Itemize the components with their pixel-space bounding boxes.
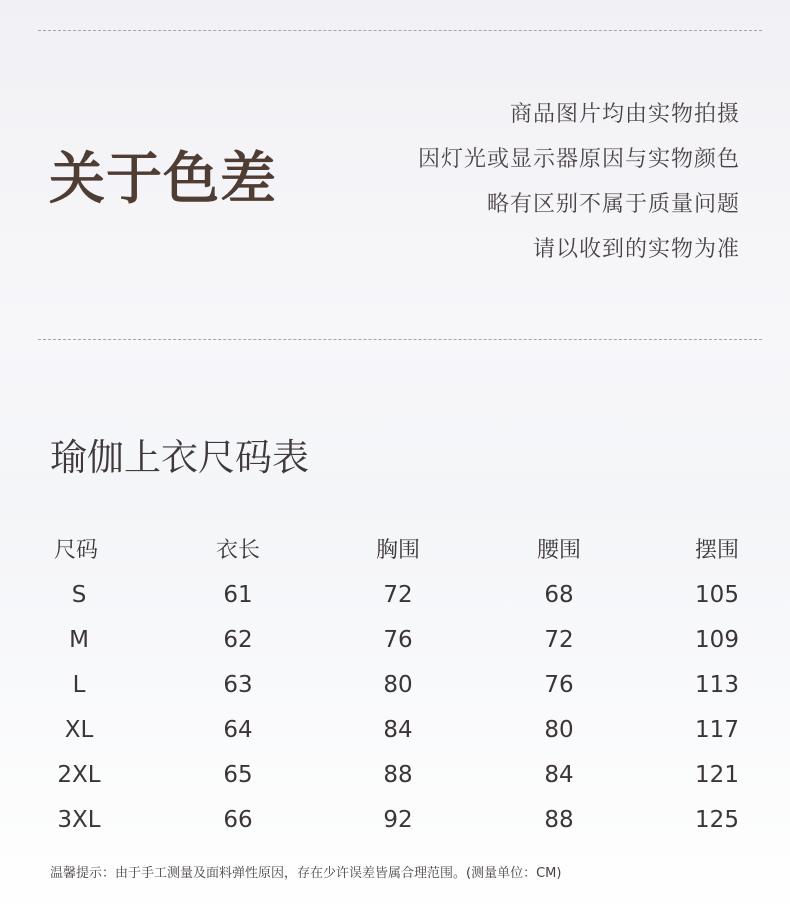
chest-cell: 80 — [383, 672, 413, 698]
hem-cell: 125 — [695, 807, 739, 833]
waist-cell: 80 — [544, 717, 574, 743]
waist-cell: 76 — [544, 672, 574, 698]
top-dashed-divider — [38, 30, 762, 31]
header-hem: 摆围 — [694, 538, 739, 563]
middle-dashed-divider — [38, 339, 762, 340]
size-cell: L — [72, 672, 86, 698]
length-cell: 65 — [223, 762, 253, 788]
header-length: 衣长 — [215, 538, 260, 563]
size-chart-row — [0, 708, 790, 753]
chest-cell: 88 — [383, 762, 413, 788]
size-chart-row — [0, 753, 790, 798]
waist-cell: 68 — [544, 582, 574, 608]
size-cell: M — [69, 627, 89, 653]
size-cell: 3XL — [57, 807, 101, 833]
hem-cell: 117 — [695, 717, 739, 743]
header-waist: 腰围 — [536, 538, 581, 563]
size-cell: S — [71, 582, 87, 608]
size-chart-table — [0, 528, 790, 843]
header-chest: 胸围 — [375, 538, 420, 563]
size-chart-row — [0, 663, 790, 708]
hem-cell: 105 — [695, 582, 739, 608]
hem-cell: 109 — [695, 627, 739, 653]
size-chart-title: 瑜伽上衣尺码表 — [50, 436, 309, 479]
length-cell: 62 — [223, 627, 253, 653]
chest-cell: 92 — [383, 807, 413, 833]
waist-cell: 72 — [544, 627, 574, 653]
size-cell: XL — [64, 717, 94, 743]
header-size: 尺码 — [54, 538, 99, 563]
color-difference-notes — [320, 92, 740, 272]
color-note-line: 请以收到的实物为准 — [532, 237, 740, 262]
waist-cell: 88 — [544, 807, 574, 833]
chest-cell: 72 — [383, 582, 413, 608]
color-note-line: 略有区别不属于质量问题 — [486, 192, 740, 217]
waist-cell: 84 — [544, 762, 574, 788]
length-cell: 64 — [223, 717, 253, 743]
chest-cell: 76 — [383, 627, 413, 653]
hem-cell: 121 — [695, 762, 739, 788]
size-chart-header-row — [0, 528, 790, 573]
size-cell: 2XL — [57, 762, 101, 788]
length-cell: 66 — [223, 807, 253, 833]
hem-cell: 113 — [695, 672, 739, 698]
size-chart-row — [0, 573, 790, 618]
length-cell: 61 — [223, 582, 253, 608]
measurement-footnote: 温馨提示：由于手工测量及面料弹性原因，存在少许误差皆属合理范围。(测量单位：CM) — [50, 866, 562, 881]
size-chart-row — [0, 798, 790, 843]
length-cell: 63 — [223, 672, 253, 698]
chest-cell: 84 — [383, 717, 413, 743]
size-chart-row — [0, 618, 790, 663]
color-note-line: 商品图片均由实物拍摄 — [509, 102, 740, 127]
color-difference-title: 关于色差 — [49, 147, 277, 212]
color-note-line: 因灯光或显示器原因与实物颜色 — [417, 147, 740, 172]
